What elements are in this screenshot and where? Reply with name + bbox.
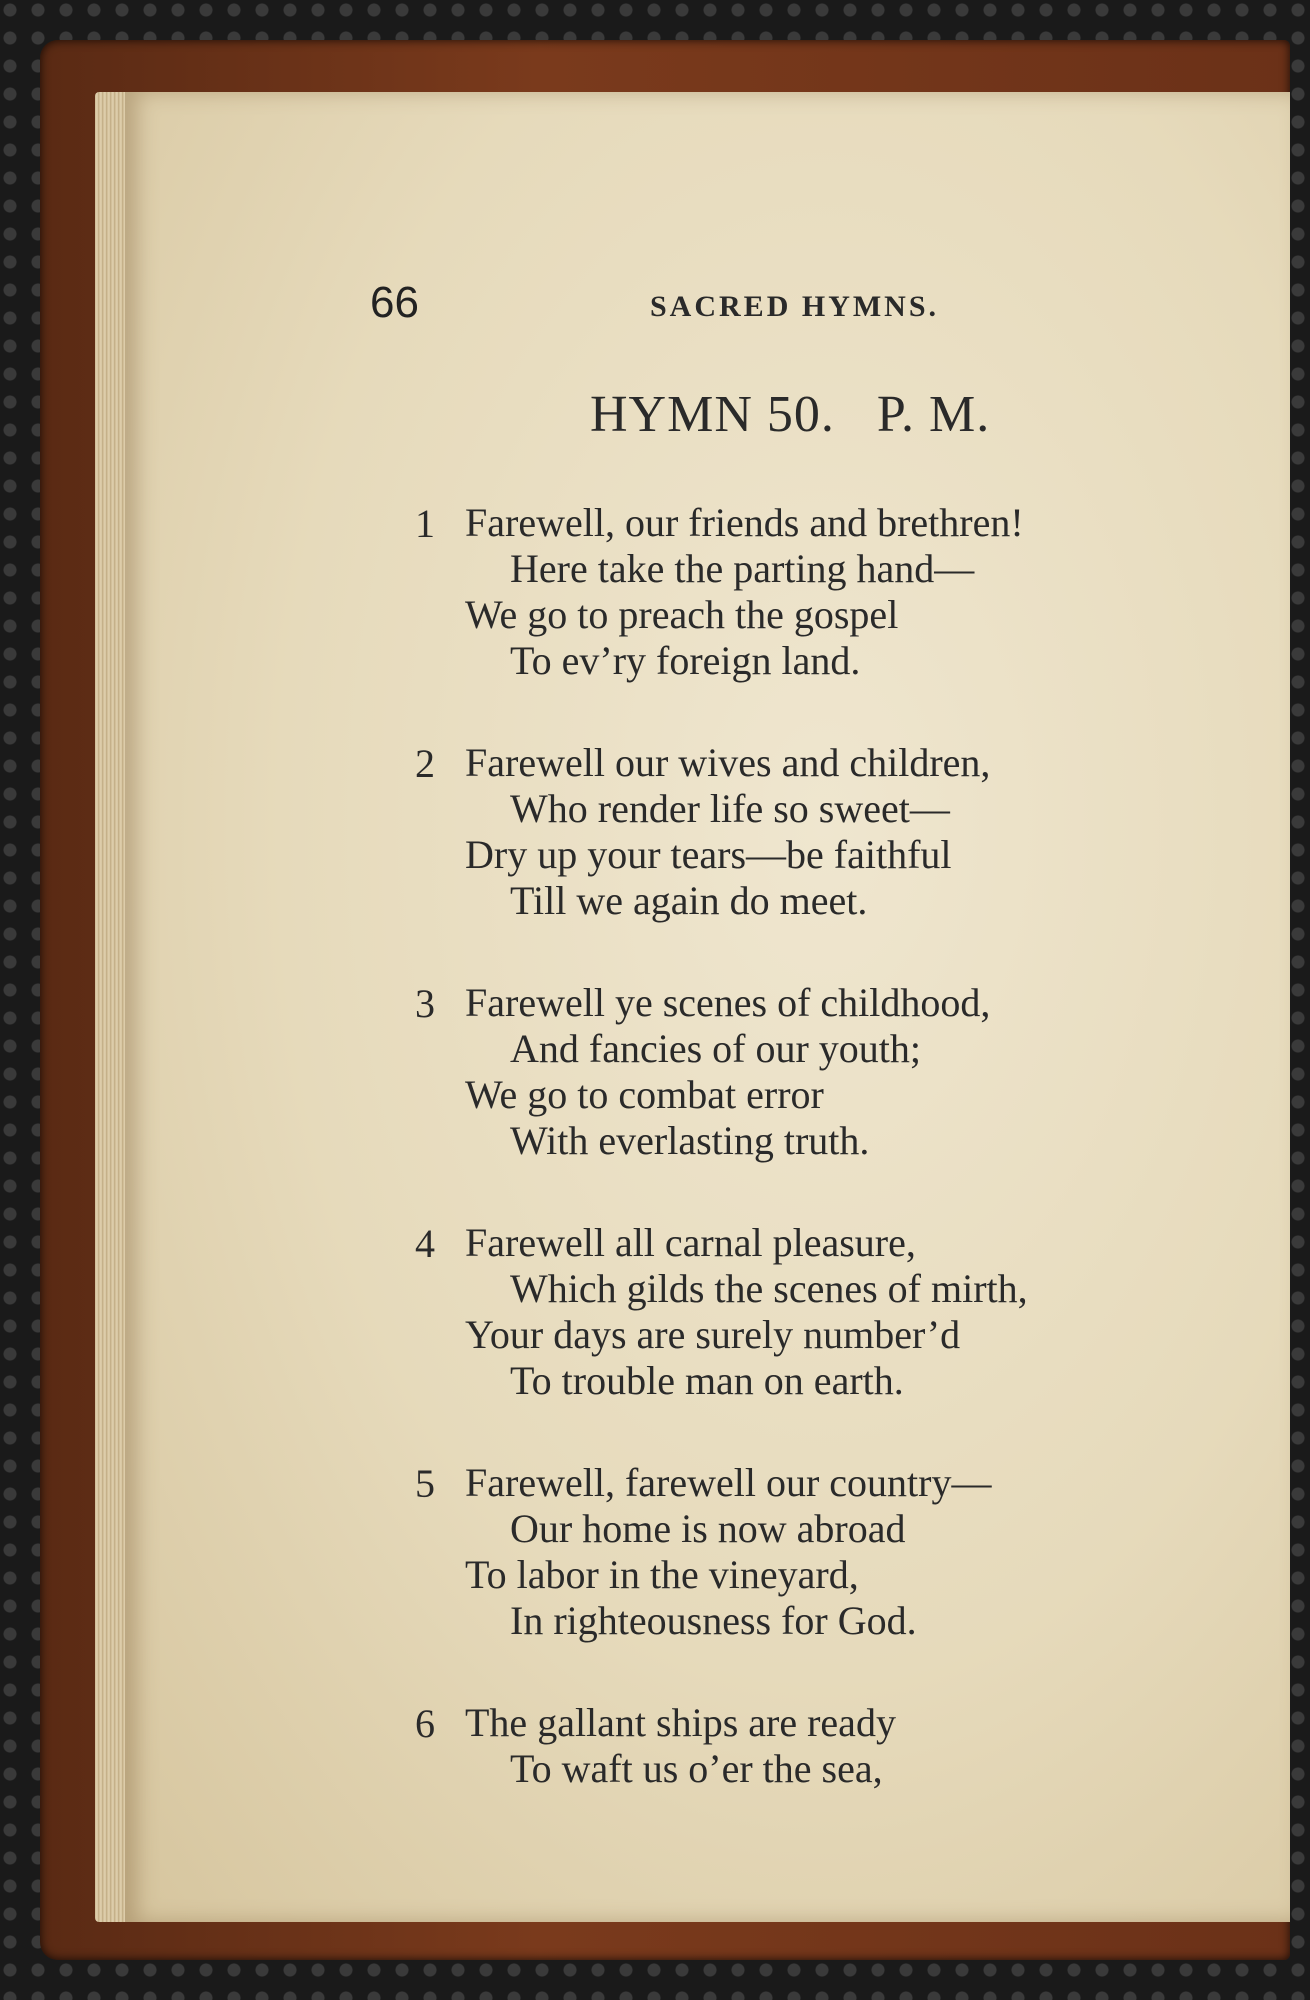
verse-line: And fancies of our youth; [510, 1026, 922, 1071]
stanza-5 [415, 1460, 1195, 1644]
stanza-number: 5 [415, 1461, 435, 1506]
verse-line: Till we again do meet. [510, 878, 868, 923]
stanza-number: 4 [415, 1221, 435, 1266]
verse-line: We go to preach the gospel [465, 592, 899, 637]
stanza-number: 1 [415, 501, 435, 546]
verse-line: Who render life so sweet— [510, 786, 950, 831]
verse-line: We go to combat error [465, 1072, 824, 1117]
verse-line: Our home is now abroad [510, 1506, 906, 1551]
stanza-6 [415, 1700, 1195, 1792]
hymn-title: HYMN 50. P. M. [590, 386, 991, 443]
verse-line: Dry up your tears—be faithful [465, 832, 952, 877]
verse-line: Farewell, our friends and brethren! [465, 500, 1024, 545]
verse-line: Farewell ye scenes of childhood, [465, 980, 991, 1025]
stanza-number: 2 [415, 741, 435, 786]
verse-line: Farewell our wives and children, [465, 740, 991, 785]
verse-line: With everlasting truth. [510, 1118, 870, 1163]
stanza-1 [415, 500, 1195, 684]
stanza-number: 6 [415, 1701, 435, 1746]
verse-line: To labor in the vineyard, [465, 1552, 859, 1597]
stanza-3 [415, 980, 1195, 1164]
stanza-4 [415, 1220, 1195, 1404]
verse-line: To trouble man on earth. [510, 1358, 904, 1403]
running-title: SACRED HYMNS. [650, 290, 940, 323]
verse-line: Which gilds the scenes of mirth, [510, 1266, 1028, 1311]
stanza-2 [415, 740, 1195, 924]
verse-line: In righteousness for God. [510, 1598, 917, 1643]
verse-line: Farewell all carnal pleasure, [465, 1220, 916, 1265]
verse-line: To ev’ry foreign land. [510, 638, 861, 683]
page-number: 66 [370, 278, 419, 327]
verse-line: Farewell, farewell our country— [465, 1460, 992, 1505]
hymn-stanzas [415, 500, 1195, 1848]
verse-line: Your days are surely number’d [465, 1312, 961, 1357]
verse-line: The gallant ships are ready [465, 1700, 896, 1745]
running-head [370, 278, 1020, 328]
verse-line: To waft us o’er the sea, [510, 1746, 883, 1791]
verse-line: Here take the parting hand— [510, 546, 975, 591]
stanza-number: 3 [415, 981, 435, 1026]
